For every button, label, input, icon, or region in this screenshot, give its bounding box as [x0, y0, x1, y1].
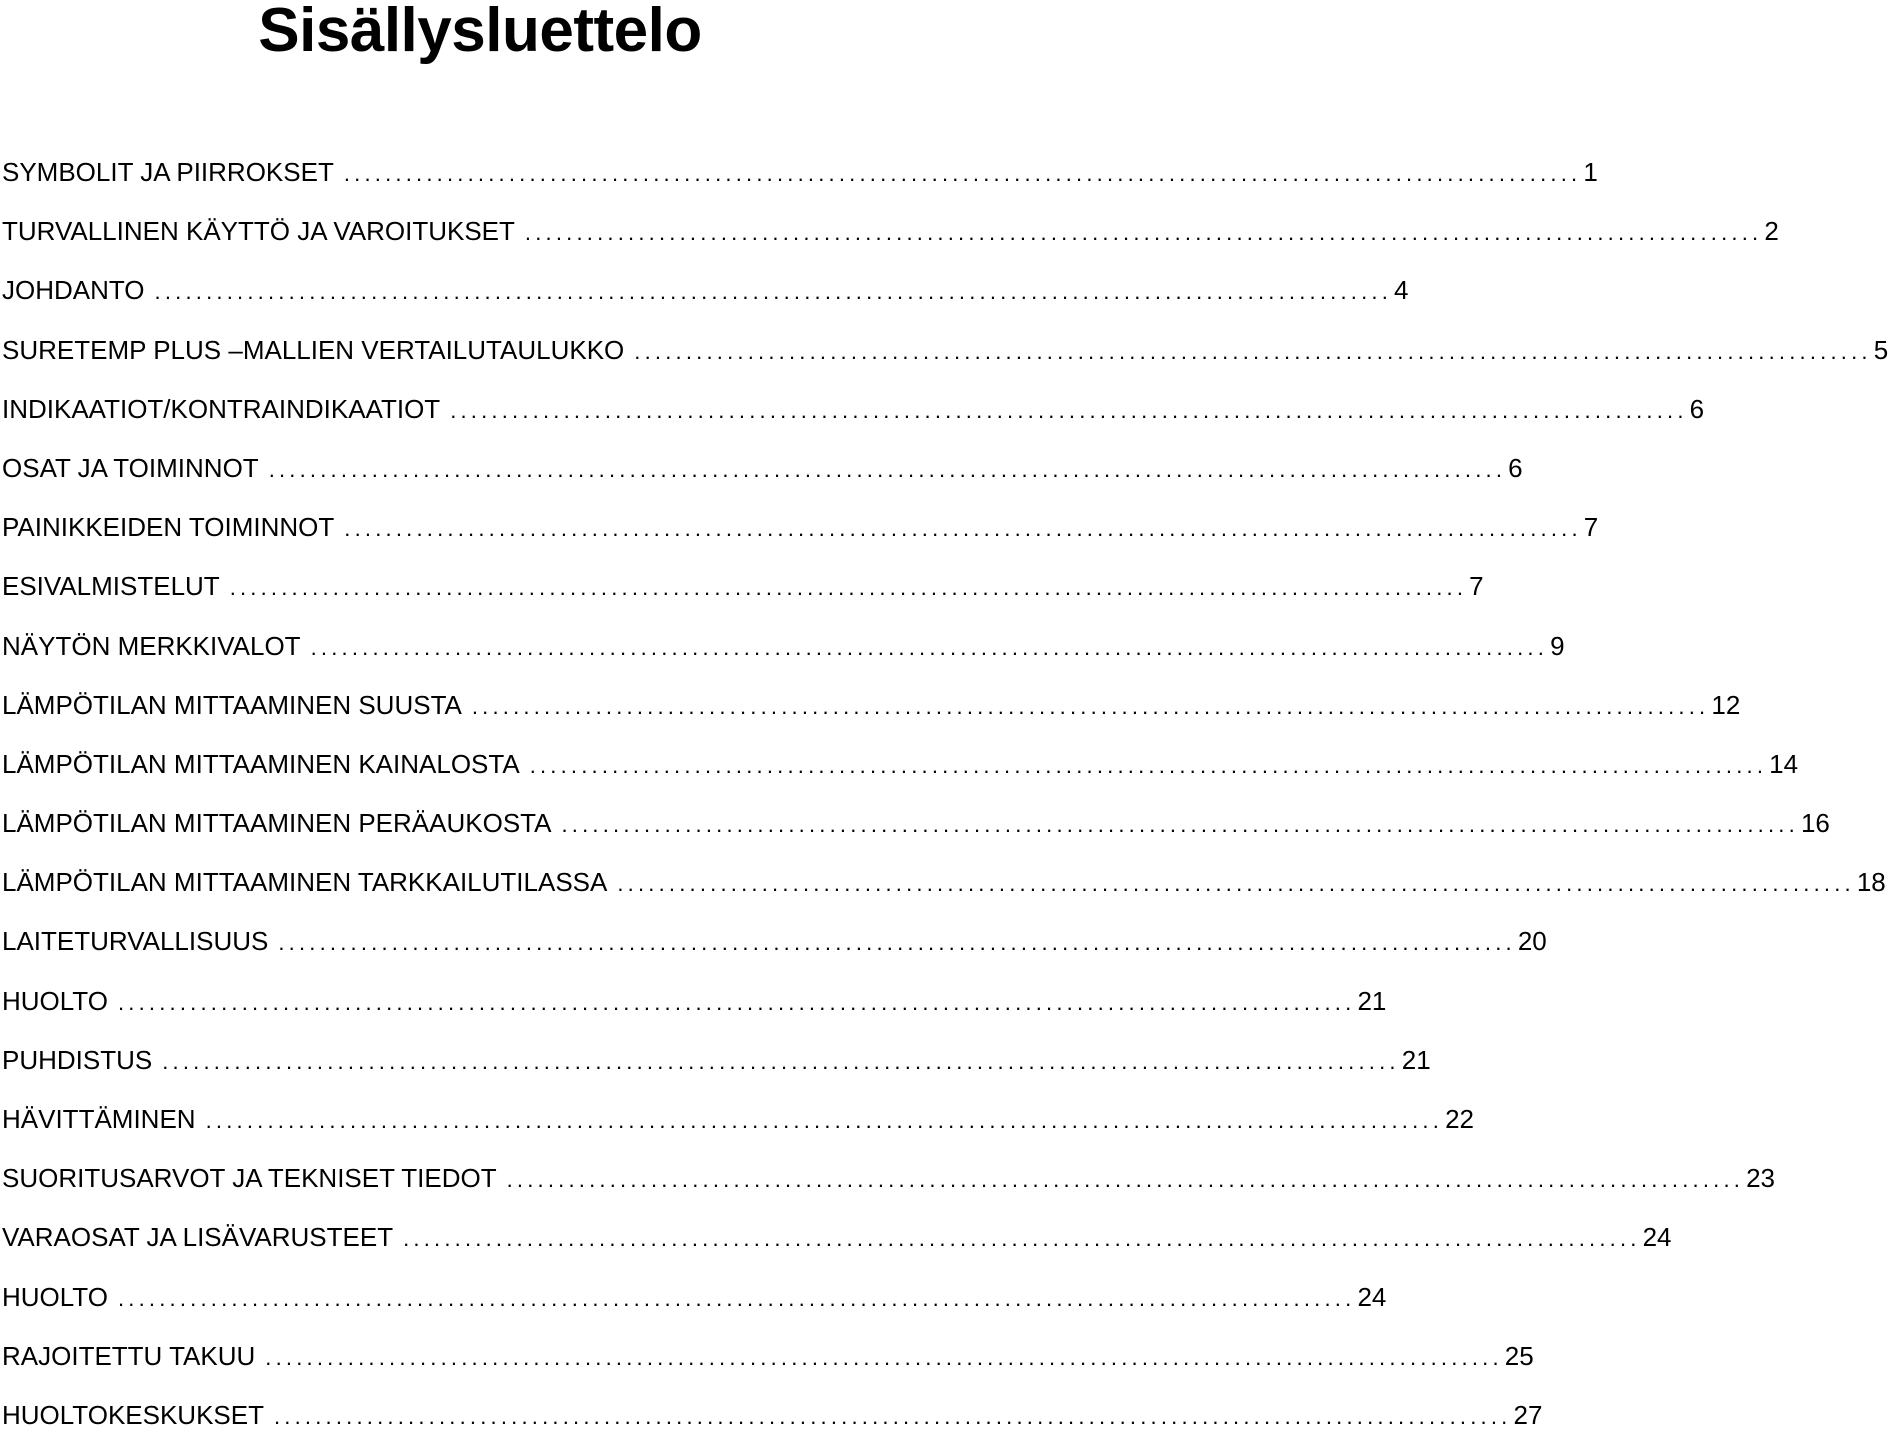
toc-entry-label: HUOLTO [2, 1281, 108, 1312]
toc-dot-leader: ........................................................................................................................ [524, 220, 1763, 246]
toc-entry-label: SURETEMP PLUS –MALLIEN VERTAILUTAULUKKO [2, 334, 625, 365]
toc-dot-leader: ........................................................................................................................ [617, 871, 1855, 897]
toc-entry[interactable] [2, 1275, 1387, 1334]
toc-entry[interactable] [2, 1334, 1534, 1393]
toc-entry[interactable] [2, 328, 1889, 387]
toc-entry-page-number: 23 [1746, 1163, 1776, 1194]
toc-entry-label: HUOLTOKESKUKSET [2, 1399, 264, 1430]
toc-entry-label: TURVALLINEN KÄYTTÖ JA VAROITUKSET [2, 216, 515, 247]
toc-dot-leader: ........................................................................................................................ [274, 1403, 1512, 1429]
toc-dot-leader: ........................................................................................................................ [471, 693, 1710, 719]
toc-entry-page-number: 7 [1469, 571, 1484, 602]
toc-entry-page-number: 4 [1394, 275, 1409, 306]
toc-dot-leader: ........................................................................................................................ [506, 1167, 1745, 1193]
toc-dot-leader: ........................................................................................................................ [450, 397, 1688, 423]
toc-entry-label: LÄMPÖTILAN MITTAAMINEN PERÄAUKOSTA [2, 808, 552, 839]
toc-dot-leader: ........................................................................................................................ [205, 1108, 1444, 1133]
toc-entry-page-number: 24 [1642, 1222, 1672, 1253]
toc-entry-label: HUOLTO [2, 985, 108, 1016]
toc-entry-page-number: 1 [1583, 157, 1598, 187]
toc-entry-page-number: 24 [1357, 1281, 1387, 1312]
toc-dot-leader: ........................................................................................................................ [344, 516, 1582, 542]
toc-entry[interactable] [2, 919, 1547, 978]
toc-dot-leader: ........................................................................................................................ [268, 456, 1507, 482]
toc-entry[interactable] [2, 742, 1799, 801]
toc-dot-leader: ........................................................................................................................ [265, 1344, 1503, 1370]
toc-dot-leader: ........................................................................................................................ [162, 1048, 1400, 1074]
toc-entry-page-number: 18 [1856, 867, 1886, 898]
toc-entry[interactable] [2, 860, 1886, 919]
toc-entry[interactable] [2, 387, 1705, 446]
toc-dot-leader: ........................................................................................................................ [278, 930, 1516, 956]
toc-entry[interactable] [2, 1156, 1776, 1215]
toc-entry[interactable] [2, 1215, 1672, 1274]
toc-entry[interactable] [2, 446, 1523, 505]
toc-entry-label: RAJOITETTU TAKUU [2, 1340, 256, 1371]
toc-entry-label: LAITETURVALLISUUS [2, 926, 269, 957]
toc-dot-leader: ........................................................................................................................ [634, 338, 1872, 364]
toc-entry-label: HÄVITTÄMINEN [2, 1104, 196, 1134]
toc-entry-label: LÄMPÖTILAN MITTAAMINEN SUUSTA [2, 689, 462, 720]
toc-entry-label: JOHDANTO [2, 275, 145, 306]
toc-entry-page-number: 6 [1508, 452, 1523, 483]
toc-entry-label: OSAT JA TOIMINNOT [2, 452, 259, 483]
toc-entry-page-number: 21 [1401, 1044, 1431, 1075]
toc-entry-page-number: 7 [1583, 512, 1599, 543]
toc-entry-label: INDIKAATIOT/KONTRAINDIKAATIOT [2, 393, 441, 424]
toc-entry-page-number: 21 [1357, 985, 1387, 1016]
toc-entry-label: ESIVALMISTELUT [2, 571, 220, 602]
toc-entry[interactable] [2, 801, 1830, 860]
toc-entry-label: LÄMPÖTILAN MITTAAMINEN TARKKAILUTILASSA [2, 867, 608, 898]
toc-dot-leader: ........................................................................................................................ [117, 989, 1356, 1015]
toc-entry[interactable] [2, 268, 1409, 327]
toc-entry[interactable] [2, 624, 1565, 683]
table-of-contents [2, 150, 1889, 1452]
toc-entry[interactable] [2, 1097, 1474, 1156]
toc-entry[interactable] [2, 150, 1598, 209]
toc-entry-page-number: 25 [1504, 1340, 1534, 1371]
toc-entry-page-number: 12 [1711, 689, 1741, 720]
toc-entry[interactable] [2, 1393, 1543, 1452]
toc-entry-page-number: 27 [1513, 1399, 1543, 1430]
toc-entry-page-number: 16 [1800, 808, 1830, 839]
toc-entry[interactable] [2, 505, 1599, 564]
toc-entry-page-number: 2 [1764, 216, 1779, 247]
toc-entry-page-number: 6 [1689, 393, 1705, 424]
toc-entry[interactable] [2, 1038, 1431, 1097]
toc-entry-label: PUHDISTUS [2, 1044, 153, 1075]
toc-entry-page-number: 9 [1550, 630, 1565, 661]
toc-entry[interactable] [2, 683, 1741, 742]
toc-entry[interactable] [2, 209, 1779, 268]
toc-entry-label: NÄYTÖN MERKKIVALOT [2, 630, 301, 661]
toc-dot-leader: ........................................................................................................................ [154, 279, 1393, 305]
toc-dot-leader: ........................................................................................................................ [403, 1226, 1641, 1252]
toc-entry-label: VARAOSAT JA LISÄVARUSTEET [2, 1222, 394, 1253]
toc-entry-label: SYMBOLIT JA PIIRROKSET [2, 157, 334, 187]
toc-entry-page-number: 14 [1769, 748, 1799, 779]
toc-entry[interactable] [2, 564, 1484, 623]
toc-entry-label: SUORITUSARVOT JA TEKNISET TIEDOT [2, 1163, 497, 1194]
page-title: Sisällysluettelo [258, 0, 702, 65]
toc-dot-leader: ........................................................................................................................ [529, 752, 1768, 778]
toc-entry-label: LÄMPÖTILAN MITTAAMINEN KAINALOSTA [2, 748, 520, 779]
toc-dot-leader: ........................................................................................................................ [310, 634, 1549, 660]
toc-entry-page-number: 5 [1873, 334, 1889, 365]
toc-entry[interactable] [2, 979, 1387, 1038]
toc-dot-leader: ........................................................................................................................ [117, 1285, 1356, 1311]
toc-entry-label: PAINIKKEIDEN TOIMINNOT [2, 512, 335, 543]
toc-entry-page-number: 22 [1445, 1104, 1474, 1134]
toc-dot-leader: ........................................................................................................................ [561, 812, 1799, 838]
toc-dot-leader: ........................................................................................................................ [343, 161, 1582, 186]
toc-entry-page-number: 20 [1517, 926, 1547, 957]
toc-dot-leader: ........................................................................................................................ [229, 575, 1468, 601]
